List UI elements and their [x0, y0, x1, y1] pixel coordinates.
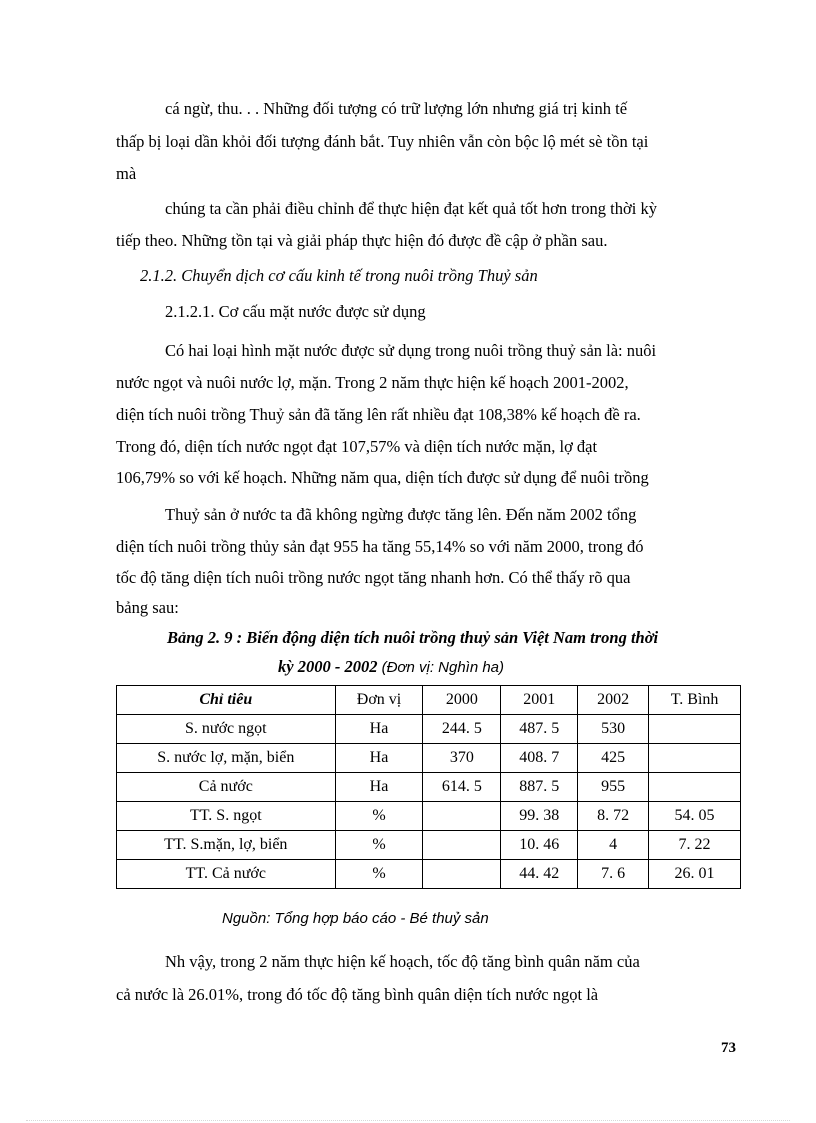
- table-cell: 530: [578, 715, 649, 744]
- table-cell: 8. 72: [578, 802, 649, 831]
- column-header: T. Bình: [649, 686, 741, 715]
- column-header: Chỉ tiêu: [117, 686, 336, 715]
- page-number: 73: [721, 1040, 736, 1056]
- table-cell: Cả nước: [117, 773, 336, 802]
- table-cell: 425: [578, 744, 649, 773]
- table-cell: 26. 01: [649, 860, 741, 889]
- paragraph-line: cá ngừ, thu. . . Những đối tượng có trữ lượng lớn nhưng giá trị kinh tế: [165, 99, 628, 118]
- table-cell: 4: [578, 831, 649, 860]
- table-cell: %: [335, 860, 423, 889]
- page-footer-divider: [26, 1120, 790, 1121]
- table-cell: 408. 7: [501, 744, 578, 773]
- table-cell: 614. 5: [423, 773, 501, 802]
- table-unit-note: (Đơn vị: Nghìn ha): [381, 659, 505, 676]
- table-row: [117, 860, 741, 889]
- column-header: 2002: [578, 686, 649, 715]
- table-row: [117, 831, 741, 860]
- table-cell: 44. 42: [501, 860, 578, 889]
- table-row: [117, 802, 741, 831]
- table-cell: 99. 38: [501, 802, 578, 831]
- table-caption-period: kỳ 2000 - 2002: [278, 657, 378, 676]
- table-cell: S. nước ngọt: [117, 715, 336, 744]
- paragraph-line: tiếp theo. Những tồn tại và giải pháp thực hiện đó được đề cập ở phần sau.: [116, 231, 608, 250]
- table-cell: [649, 715, 741, 744]
- paragraph-line: Có hai loại hình mặt nước được sử dụng trong nuôi trồng thuỷ sản là: nuôi: [165, 341, 657, 360]
- paragraph-line: Nh vậy, trong 2 năm thực hiện kế hoạch, tốc độ tăng bình quân năm của: [165, 952, 640, 971]
- table-cell: TT. Cả nước: [117, 860, 336, 889]
- table-cell: 54. 05: [649, 802, 741, 831]
- column-header: 2001: [501, 686, 578, 715]
- paragraph-line: thấp bị loại dần khỏi đối tượng đánh bắt. Tuy nhiên vẫn còn bộc lộ mét sè tồn tại: [116, 132, 649, 151]
- section-heading: 2.1.2. Chuyển dịch cơ cấu kinh tế trong nuôi trồng Thuỷ sản: [140, 266, 538, 285]
- table-caption: Bảng 2. 9 : Biến động diện tích nuôi trồng thuỷ sản Việt Nam trong thời: [167, 628, 659, 647]
- paragraph-line: diện tích nuôi trồng thủy sản đạt 955 ha tăng 55,14% so với năm 2000, trong đó: [116, 537, 644, 556]
- table-cell: 955: [578, 773, 649, 802]
- table-cell: [423, 860, 501, 889]
- table-cell: 887. 5: [501, 773, 578, 802]
- table-cell: 10. 46: [501, 831, 578, 860]
- table-cell: TT. S.mặn, lợ, biển: [117, 831, 336, 860]
- table-cell: 7. 22: [649, 831, 741, 860]
- paragraph-line: Thuỷ sản ở nước ta đã không ngừng được tăng lên. Đến năm 2002 tổng: [165, 505, 637, 524]
- paragraph-line: cả nước là 26.01%, trong đó tốc độ tăng bình quân diện tích nước ngọt là: [116, 985, 599, 1004]
- table-row: [117, 744, 741, 773]
- table-cell: %: [335, 802, 423, 831]
- table-cell: [423, 802, 501, 831]
- subsection-heading: 2.1.2.1. Cơ cấu mặt nước được sử dụng: [165, 302, 426, 321]
- table-source: Nguồn: Tổng hợp báo cáo - Bé thuỷ sản: [222, 910, 489, 927]
- paragraph-line: mà: [116, 164, 137, 183]
- table-cell: Ha: [335, 744, 423, 773]
- column-header: 2000: [423, 686, 501, 715]
- table-row: [117, 773, 741, 802]
- table-cell: [649, 773, 741, 802]
- table-cell: [649, 744, 741, 773]
- table-cell: TT. S. ngọt: [117, 802, 336, 831]
- table-cell: 487. 5: [501, 715, 578, 744]
- table-cell: 244. 5: [423, 715, 501, 744]
- paragraph-line: diện tích nuôi trồng Thuỷ sản đã tăng lên rất nhiều đạt 108,38% kế hoạch đề ra.: [116, 405, 641, 424]
- column-header: Đơn vị: [335, 686, 423, 715]
- paragraph-line: nước ngọt và nuôi nước lợ, mặn. Trong 2 năm thực hiện kế hoạch 2001-2002,: [116, 373, 629, 392]
- table-header-row: [117, 686, 741, 715]
- table-cell: [423, 831, 501, 860]
- table-cell: Ha: [335, 715, 423, 744]
- table-cell: %: [335, 831, 423, 860]
- area-table: [116, 685, 741, 889]
- table-cell: 370: [423, 744, 501, 773]
- table-cell: Ha: [335, 773, 423, 802]
- paragraph-line: 106,79% so với kế hoạch. Những năm qua, diện tích được sử dụng để nuôi trồng: [116, 468, 649, 487]
- paragraph-line: chúng ta cần phải điều chỉnh để thực hiện đạt kết quả tốt hơn trong thời kỳ: [165, 199, 657, 218]
- paragraph-line: bảng sau:: [116, 598, 179, 617]
- paragraph-line: Trong đó, diện tích nước ngọt đạt 107,57% và diện tích nước mặn, lợ đạt: [116, 437, 598, 456]
- table-cell: 7. 6: [578, 860, 649, 889]
- table-row: [117, 715, 741, 744]
- table-cell: S. nước lợ, mặn, biển: [117, 744, 336, 773]
- table-caption-line2: [278, 657, 504, 677]
- paragraph-line: tốc độ tăng diện tích nuôi trồng nước ngọt tăng nhanh hơn. Có thể thấy rõ qua: [116, 568, 631, 587]
